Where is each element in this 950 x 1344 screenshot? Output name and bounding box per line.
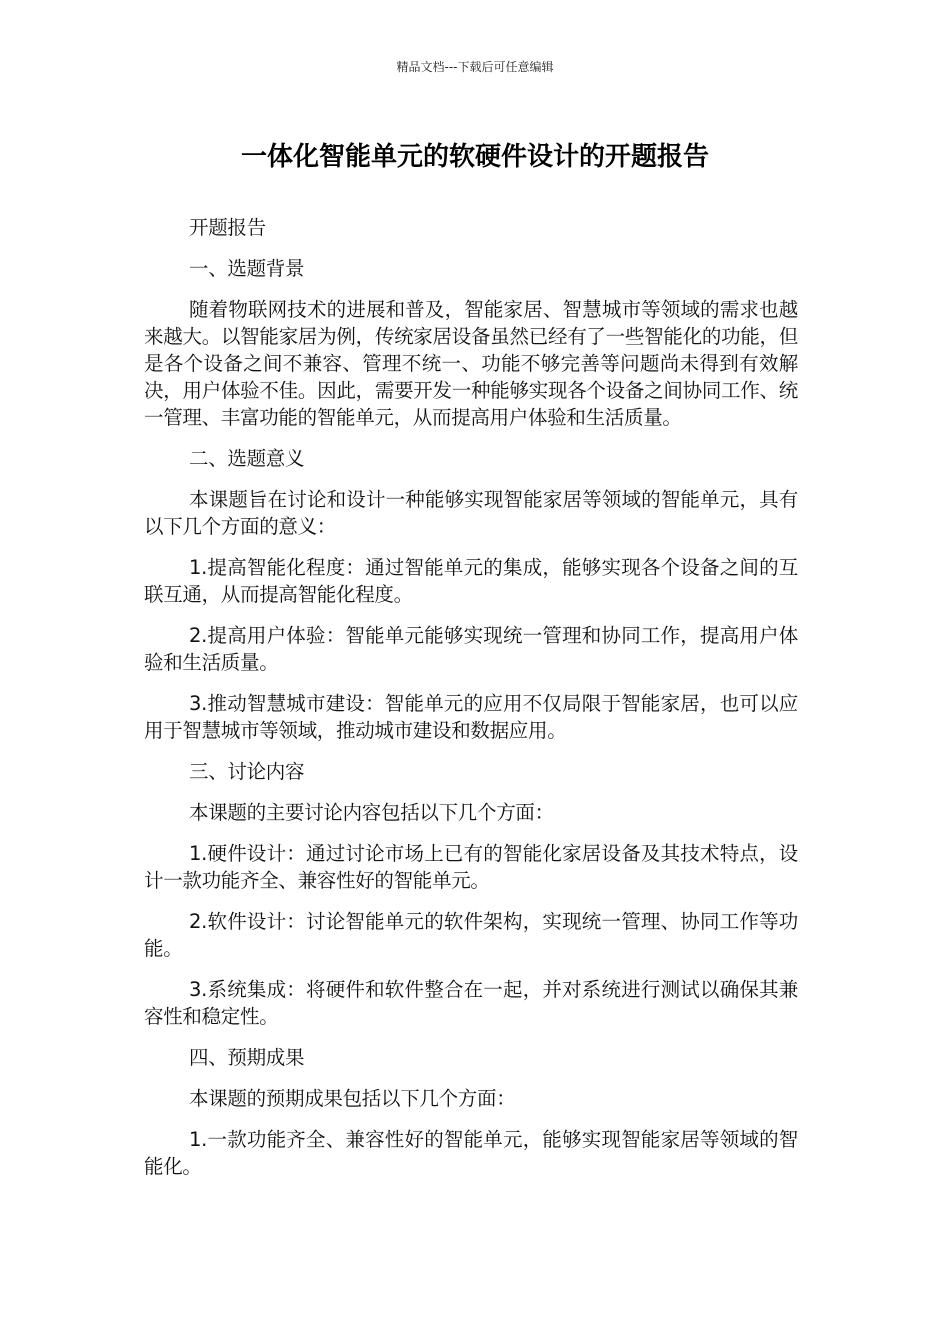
document-title: 一体化智能单元的软硬件设计的开题报告 bbox=[240, 142, 709, 172]
paragraph-report-label: 开题报告 bbox=[189, 216, 266, 239]
list-item-content-2: 2.软件设计：讨论智能单元的软件架构，实现统一管理、协同工作等功能。 bbox=[144, 910, 798, 960]
list-item-significance-3: 3.推动智慧城市建设：智能单元的应用不仅局限于智能家居，也可以应用于智慧城市等领域，推动城市建设和数据应用。 bbox=[144, 692, 798, 742]
section-heading-outcomes: 四、预期成果 bbox=[189, 1046, 305, 1069]
document-body bbox=[144, 214, 798, 1194]
list-item-significance-2: 2.提高用户体验：智能单元能够实现统一管理和协同工作，提高用户体验和生活质量。 bbox=[144, 624, 798, 674]
list-item-content-1: 1.硬件设计：通过讨论市场上已有的智能化家居设备及其技术特点，设计一款功能齐全、兼容性好的智能单元。 bbox=[144, 842, 798, 892]
list-item-significance-1: 1.提高智能化程度：通过智能单元的集成，能够实现各个设备之间的互联互通，从而提高智能化程度。 bbox=[144, 556, 798, 606]
paragraph-significance-intro: 本课题旨在讨论和设计一种能够实现智能家居等领域的智能单元，具有以下几个方面的意义： bbox=[144, 488, 798, 538]
list-item-content-3: 3.系统集成：将硬件和软件整合在一起，并对系统进行测试以确保其兼容性和稳定性。 bbox=[144, 978, 798, 1028]
paragraph-background: 随着物联网技术的进展和普及，智能家居、智慧城市等领域的需求也越来越大。以智能家居为例，传统家居设备虽然已经有了一些智能化的功能，但是各个设备之间不兼容、管理不统一、功能不够完善等问题尚未得到有效解决，用户体验不佳。因此，需要开发一种能够实现各个设备之间协同工作、统一管理、丰富功能的智能单元，从而提高用户体验和生活质量。 bbox=[144, 298, 798, 429]
section-heading-background: 一、选题背景 bbox=[189, 257, 305, 280]
section-heading-significance: 二、选题意义 bbox=[189, 447, 305, 470]
paragraph-content-intro: 本课题的主要讨论内容包括以下几个方面： bbox=[189, 801, 554, 824]
header-note: 精品文档---下载后可任意编辑 bbox=[396, 60, 554, 74]
section-heading-content: 三、讨论内容 bbox=[189, 760, 305, 783]
paragraph-outcomes-intro: 本课题的预期成果包括以下几个方面： bbox=[189, 1087, 516, 1110]
list-item-outcomes-1: 1.一款功能齐全、兼容性好的智能单元，能够实现智能家居等领域的智能化。 bbox=[144, 1128, 798, 1178]
